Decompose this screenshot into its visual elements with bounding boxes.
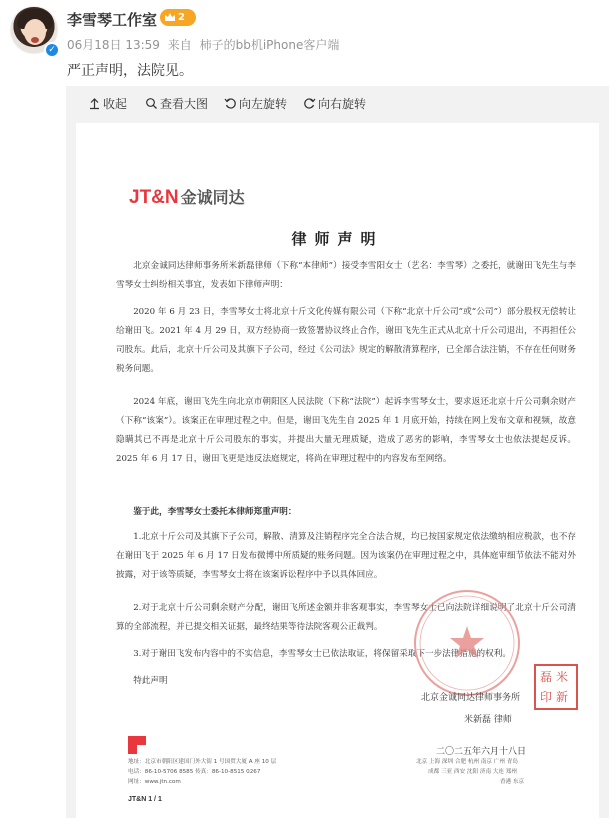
firm-logo: [129, 185, 245, 209]
page-number: JT&N 1 / 1: [128, 796, 162, 803]
rotate-left-label: 向左旋转: [239, 97, 288, 111]
footer-address: 地址：北京市朝阳区建国门外大街 1 号国贸大厦 A 座 10 层: [128, 759, 277, 765]
stamp-text: 磊米印新: [539, 670, 572, 704]
collapse-label: 收起: [103, 97, 128, 111]
paragraph-background: 2020 年 6 月 23 日，李雪琴女士将北京十斤文化传媒有限公司（下称“北京十斤公司”或“公司”）部分股权无偿转让给谢田飞。2021 年 4 月 29 日，双方经协商一致签署协议终止合作，谢田飞先生正式从北京十斤公司退出，不再担任公司股东。此后，北京十斤公司及其旗下子公司，经过《公司法》规定的解散清算程序，已全部合法注销，不存在任何财务税务问题。: [116, 307, 576, 374]
image-toolbar: [66, 86, 609, 120]
footer-offices-line-3: 香港 东京: [500, 779, 525, 785]
post-date[interactable]: 06月18日 13:59: [67, 38, 160, 52]
collapse-button[interactable]: [88, 95, 127, 112]
footer-offices-line-2: 成都 三亚 西安 沈阳 济南 大连 郑州: [428, 769, 517, 775]
paragraph-intro: 北京金诚同达律师事务所米新磊律师（下称“本律师”）接受李雪阳女士（艺名：李雪琴）之委托，就谢田飞先生与李雪琴女士纠纷相关事宜，发表如下律师声明：: [116, 261, 576, 290]
lawyer-name: 米新磊 律师: [464, 715, 512, 725]
post-text: 严正声明，法院见。: [67, 63, 193, 79]
lawyer-stamp: [534, 664, 578, 710]
view-large-label: 查看大图: [160, 97, 209, 111]
username[interactable]: 李雪琴工作室: [67, 11, 158, 29]
paragraph-declaration: 鉴于此，李雪琴女士委托本律师郑重声明：: [133, 507, 297, 517]
rotate-left-icon: [224, 97, 237, 110]
paragraph-point-1: 1.北京十斤公司及其旗下子公司，解散、清算及注销程序完全合法合规，均已按国家规定依法缴纳相应税款，也不存在谢田飞于 2025 年 6 月 17 日发布微博中所质疑的账务问题。因为该案仍在审理过程之中，具体庭审细节依法不能对外披露，对于该等质疑，李雪琴女士将在该案诉讼程序中予以具体回应。: [116, 532, 576, 580]
level-badge[interactable]: [160, 9, 196, 26]
paragraph-point-3: 3.对于谢田飞发布内容中的不实信息，李雪琴女士已依法取证，将保留采取下一步法律措施的权利。: [133, 649, 511, 659]
paragraph-closing: 特此声明: [133, 676, 168, 686]
footer-offices: [416, 757, 524, 787]
rotate-left-button[interactable]: [224, 95, 287, 112]
footer-offices-line-1: 北京 上海 深圳 合肥 杭州 南京 广州 青岛: [416, 759, 518, 765]
firm-name: 北京金诚同达律师事务所: [421, 693, 521, 703]
logo-cn: 金诚同达: [180, 188, 245, 207]
paragraph-point-2: 2.对于北京十斤公司剩余财产分配，谢田飞所述金额并非客观事实，李雪琴女士已向法院详细说明了北京十斤公司清算的全部流程，并已提交相关证据，最终结果等待法院客观公正裁判。: [116, 603, 576, 632]
rotate-right-label: 向右旋转: [318, 97, 367, 111]
post-header: [0, 0, 615, 86]
statement-date: 二〇二五年六月十八日: [436, 747, 527, 757]
crown-icon: [164, 12, 176, 22]
footer-website: 网址：www.jtn.com: [128, 779, 181, 785]
footer-phone: 电话：86-10-5706 8585 传真：86-10-8515 0267: [128, 769, 261, 775]
footer-logo-icon: [128, 736, 146, 754]
rotate-right-icon: [303, 97, 316, 110]
view-large-button[interactable]: [145, 95, 208, 112]
verified-icon: ✓: [44, 42, 60, 58]
paragraph-lawsuit: 2024 年底，谢田飞先生向北京市朝阳区人民法院（下称“法院”）起诉李雪琴女士，要求返还北京十斤公司剩余财产（下称“该案”）。该案正在审理过程之中。但是，谢田飞先生自 2025 年 1 月底开始，持续在网上发布文章和视频，故意隐瞒其已不再是北京十斤公司股东的事实，并提出大量无理质疑，造成了恶劣的影响，李雪琴女士也依法提起反诉。2025 年 6 月 17 日，谢田飞更是违反法庭规定，将尚在审理过程中的内容发布至网络。: [116, 397, 576, 464]
source-prefix: 来自: [167, 38, 192, 52]
footer-contact: [128, 757, 276, 787]
level-number: 2: [178, 12, 185, 23]
collapse-icon: [88, 97, 101, 110]
rotate-right-button[interactable]: [303, 95, 366, 112]
firm-seal: [412, 588, 522, 698]
post-meta: [67, 36, 343, 53]
magnifier-icon: [145, 97, 158, 110]
lawyer-statement-image[interactable]: [76, 123, 599, 818]
document-title: 律师声明: [291, 230, 384, 248]
image-viewer: [66, 86, 609, 818]
logo-en: JT&N: [129, 187, 179, 208]
post-source[interactable]: 柿子的bb机iPhone客户端: [199, 38, 340, 52]
